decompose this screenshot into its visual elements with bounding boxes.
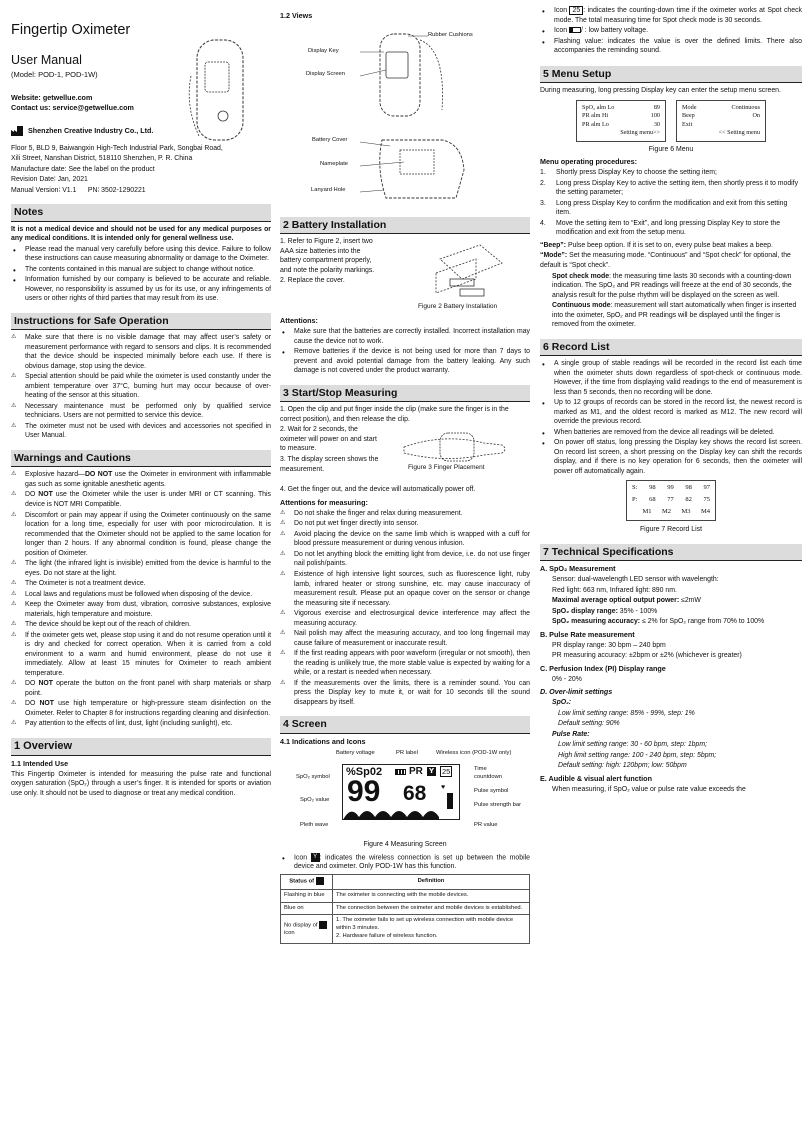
list-item: ⚠ If the measurements over the limits, there is a reminder sound. You can press the Display key to mute it, or wait for 10 seconds till the sound disappears by itself. <box>280 679 530 708</box>
pr-limit-high: High limit setting range: 100 - 240 bpm, step: 5bpm; <box>558 751 717 759</box>
list-item: ⚠ DO NOT operate the button on the front panel with sharp materials or sharp point. <box>11 679 271 698</box>
spec-sensor: Sensor: dual-wavelength LED sensor with wavelength: <box>552 576 719 584</box>
warnings-list <box>11 470 271 728</box>
countdown-icon: 25 <box>569 6 583 15</box>
spec-spo2-accuracy: SpO₂ measuring accuracy: ≤ 2% for SpO₂ range from 70% to 100% <box>552 618 765 626</box>
revision-date: Revision Date∶ Jan, 2021 <box>11 176 88 184</box>
spo2-limit-range: Low limit setting range: 85% - 99%, step: 1% <box>558 709 695 717</box>
menu-intro: During measuring, long pressing Display key can enter the setup menu screen. <box>540 87 781 95</box>
list-item: 4. Move the setting item to “Exit”, and long pressing Display Key to store the modification and exit from the setup menu. <box>540 219 781 237</box>
list-item: 1. Shortly press Display Key to choose the setting item; <box>540 169 717 177</box>
notes-list <box>11 245 271 304</box>
list-item: ⚠ The light (the infrared light is invisible) emitted from the device is harmful to the eyes. Do not stare at the light. <box>11 559 271 578</box>
list-item: • Remove batteries if the device is not being used for more than 7 days to prevent and avoid potential damage from the battery leaking. Any such damage is not covered under the product warranty. <box>280 347 530 376</box>
list-item: ⚠ Pay attention to the effects of lint, dust, light (including sunlight), etc. <box>11 719 271 729</box>
wireless-icon <box>319 921 327 929</box>
table-header: Definition <box>333 875 530 890</box>
list-item: • Up to 12 groups of records can be stored in the record list, the newest record is marked as M1, and the oldest record is marked as M12. The new record will override the previous record. <box>540 398 802 427</box>
intended-use-heading: 1.1 Intended Use <box>11 759 69 769</box>
column-middle <box>280 6 530 1136</box>
list-item: ⚠ Vigorous exercise and electrosurgical device interference may affect the measuring accuracy. <box>280 609 530 628</box>
pr-limit-default: Default setting: high: 120bpm; low: 50bpm <box>558 762 687 770</box>
menu-row: SpO₂ alm Lo 89 <box>582 103 660 111</box>
manufacturer-name: Shenzhen Creative Industry Co., Ltd. <box>28 125 154 135</box>
overview-heading: 1 Overview <box>11 738 271 756</box>
views-heading: 1.2 Views <box>280 11 313 20</box>
pr-measure-heading: B. Pulse Rate measurement <box>540 629 635 639</box>
label-pulse-strength: Pulse strength bar <box>474 801 522 808</box>
record-row-marks: M1 M2 M3 M4 <box>642 508 710 516</box>
wireless-icon: 𝗬 <box>428 767 435 775</box>
list-item: ⚠ The Oximeter is not a treatment device. <box>11 579 271 589</box>
contact-email[interactable]: Contact us: service@getwellue.com <box>11 102 134 112</box>
pr-symbol: PR <box>409 765 423 777</box>
wireless-icon <box>316 877 324 885</box>
spec-spo2-range: SpO₂ display range: 35% - 100% <box>552 607 658 615</box>
list-item: ⚠ Discomfort or pain may appear if using the Oximeter continuously on the same location for a long time, especially for user with poor microcirculation. It is recommended that the Oximeter should not be applied to the same location for longer than 2 hours. If any abnormal condition is found, please change the position of Oximeter. <box>11 511 271 559</box>
list-item: ⚠ Do not let anything block the emitting light from device, i.e. do not use finger nail polish/paints. <box>280 550 530 569</box>
label-display-key: Display Key <box>308 47 339 54</box>
model-line: (Model: POD-1, POD-1W) <box>11 70 98 80</box>
list-item: • Please read the manual very carefully before using this device. Failure to follow these instructions can cause measuring abnormality or damage to the Oximeter. <box>11 245 271 264</box>
list-item: • The contents contained in this manual are subject to change without notice. <box>11 265 271 275</box>
address-line-1: Floor 5, BLD 9, Baiwangxin High-Tech Industrial Park, Songbai Road, <box>11 144 223 152</box>
menu-heading: 5 Menu Setup <box>540 66 802 83</box>
measure-step-3: 3. The display screen shows the measurement. <box>280 456 379 473</box>
list-item: ⚠ Explosive hazard—DO NOT use the Oximeter in environment with inflammable gas such as some ignitable anesthetic agents. <box>11 470 271 489</box>
notes-lead: It is not a medical device and should not be used for any medical purposes or any medical conditions. It is intended only for general wellness use. <box>11 225 271 243</box>
record-list-heading: 6 Record List <box>540 339 802 356</box>
timer-icon: 25 <box>442 766 451 776</box>
spec-wavelength: Red light: 663 nm, Infrared light: 890 nm. <box>552 586 677 594</box>
indications-heading: 4.1 Indications and Icons <box>280 736 366 746</box>
doc-subtitle: User Manual <box>11 53 82 68</box>
part-number: PN∶ 3502-1290221 <box>87 186 146 194</box>
measure-step-1: 1. Open the clip and put finger inside the clip (make sure the finger is in the correct position), and then release the clip. <box>280 406 509 423</box>
record-list-screen <box>626 480 716 521</box>
table-row <box>281 889 530 902</box>
list-item: ⚠ Local laws and regulations must be followed when disposing of the device. <box>11 590 271 600</box>
list-item: ⚠ Special attention should be paid while the oximeter is used constantly under the ambient temperature over 37°C, burning hurt may occur because of over-heating of the sensor at this situation. <box>11 372 271 401</box>
figure-2-caption: Figure 2 Battery Installation <box>418 303 498 311</box>
label-wireless: Wireless icon (POD-1W only) <box>436 749 512 756</box>
spo2-symbol: %Sp02 <box>346 765 383 778</box>
list-item: 3. Long press Display Key to confirm the modification and exit from this setting item. <box>540 199 788 217</box>
battery-steps <box>280 237 380 286</box>
record-row-pr: P: 68 77 82 75 <box>632 496 710 504</box>
measuring-heading: 3 Start/Stop Measuring <box>280 385 530 402</box>
battery-attention-list <box>280 327 530 376</box>
measuring-screen-figure <box>280 750 530 850</box>
alert-text: When measuring, if SpO₂ value or pulse rate value exceeds the <box>552 785 746 793</box>
label-spo2-value: SpO₂ value <box>300 796 330 803</box>
spo2-limit-default: Default setting: 90% <box>558 720 620 728</box>
battery-attentions: Attentions: <box>280 316 318 326</box>
label-pr: PR label <box>396 749 418 756</box>
device-sketch-cover <box>183 36 255 146</box>
label-pulse-symbol: Pulse symbol <box>474 787 509 794</box>
menu-screens <box>540 100 802 142</box>
label-spo2-symbol: SpO₂ symbol <box>296 773 330 780</box>
battery-icon <box>395 769 406 775</box>
beep-desc: “Beep”: Pulse beep option. If it is set to on, every pulse beat makes a beep. <box>540 241 773 249</box>
list-item: ⚠ DO NOT use the Oximeter while the user is under MRI or CT scanning. This device is NOT MRI Compatible. <box>11 490 271 509</box>
label-time-countdown: Time countdown <box>474 765 503 780</box>
spec-pr-range: PR display range: 30 bpm – 240 bpm <box>552 641 666 649</box>
wireless-icon: Y <box>311 853 320 862</box>
menu-row: PR alm Lo 30 <box>582 120 660 128</box>
label-battery-voltage: Battery voltage <box>336 749 375 756</box>
list-item: • Icon / : low battery voltage. <box>540 26 802 36</box>
list-item: ⚠ Avoid placing the device on the same limb which is wrapped with a cuff for blood pressure measurement or during venous infusion. <box>280 530 530 549</box>
icon-list <box>540 6 802 56</box>
list-item: ⚠ Nail polish may affect the measuring accuracy, and too long fingernail may cause failure of measurement or inaccurate result. <box>280 629 530 648</box>
list-item: ⚠ Do not shake the finger and relax during measurement. <box>280 509 530 519</box>
battery-step-1: 1. Refer to Figure 2, insert two AAA size batteries into the battery compartment properly, and note the polarity markings. <box>280 238 375 274</box>
record-list <box>540 359 802 476</box>
spo2-limit-label: SpO₂: <box>552 699 572 707</box>
battery-block <box>280 237 530 313</box>
table-row <box>281 875 530 890</box>
spec-pr-accuracy: PR measuring accuracy: ±2bpm or ±2% (whichever is greater) <box>552 652 742 660</box>
table-cell: The oximeter is connecting with the mobile devices. <box>333 889 530 902</box>
measuring-attention-list <box>280 509 530 707</box>
table-cell: No display of icon <box>281 915 333 944</box>
over-limit-heading: D. Over-limit settings <box>540 687 613 697</box>
heart-icon: ♥ <box>441 783 446 791</box>
manufacturer-icon <box>11 126 23 136</box>
label-battery-cover: Battery Cover <box>312 136 348 143</box>
label-rubber-cushions: Rubber Cushions <box>428 31 473 38</box>
figure-7-caption: Figure 7 Record List <box>639 526 703 534</box>
low-battery-icon <box>569 27 581 33</box>
column-left <box>11 6 271 1136</box>
notes-heading: Notes <box>11 204 271 221</box>
warnings-heading: Warnings and Cautions <box>11 450 271 467</box>
battery-heading: 2 Battery Installation <box>280 217 530 234</box>
label-pleth-wave: Pleth wave <box>300 821 329 828</box>
list-item: • Icon Y : indicates the wireless connection is set up between the mobile device and oximeter. Only POD-1W has this function. <box>280 853 530 872</box>
oled-display <box>342 764 460 820</box>
list-item: • On power off status, long pressing the Display key shows the record list screen. On record list screen, a short pressing on the Display key can shift the records display, and if there is no key operation for 6 seconds, then the oximeter will power off automatically again. <box>540 438 802 476</box>
list-item: ⚠ If the first reading appears with poor waveform (irregular or not smooth), then the reading is unlikely true, the more stable value is expected by waiting for a while, or a restart is needed when necessary. <box>280 649 530 678</box>
table-header: Status of <box>281 875 333 890</box>
menu-row: Setting menu>> <box>620 129 660 137</box>
list-item: ⚠ Necessary maintenance must be performed only by qualified service technicians. Users are not permitted to service this device. <box>11 402 271 421</box>
list-item: • Flashing value: indicates the value is over the defined limits. There also accompanies the reminding sound. <box>540 37 802 56</box>
views-figure <box>280 24 530 214</box>
list-item: ⚠ Do not put wet finger directly into sensor. <box>280 519 530 529</box>
alert-heading: E. Audible & visual alert function <box>540 773 652 783</box>
measure-steps-block <box>280 425 530 485</box>
list-item: ⚠ Make sure that there is no visible damage that may affect user’s safety or measurement performance with regard to sensors and clips. It is recommended that the device should be inspected minimally before each use. If there is obvious damage, stop using the device. <box>11 333 271 371</box>
pr-limit-low: Low limit setting range: 30 - 60 bpm, step: 1bpm; <box>558 741 707 749</box>
wireless-status-table <box>280 874 530 944</box>
website[interactable]: Website: getwellue.com <box>11 92 93 102</box>
list-item: • Icon 25 : indicates the counting-down time if the oximeter works at Spot check mode. The total measuring time for Spot check mode is 30 seconds. <box>540 6 802 25</box>
spo2-value: 99 <box>347 774 381 808</box>
address-line-2: Xili Street, Nanshan District, 518110 Shenzhen, P. R. China <box>11 155 193 163</box>
list-item: ⚠ The device should be kept out of the reach of children. <box>11 620 271 630</box>
record-row-spo2: S: 98 99 98 97 <box>632 484 710 492</box>
screen-heading: 4 Screen <box>280 716 530 733</box>
battery-step-2: 2. Replace the cover. <box>280 277 345 285</box>
finger-placement-drawing <box>400 429 510 465</box>
menu-row: Exit <box>682 120 693 128</box>
safe-operation-list <box>11 333 271 441</box>
menu-row: PR alm Hi 100 <box>582 112 660 120</box>
table-cell: 1. The oximeter fails to set up wireless connection with mobile device within 3 minutes. 2. Hardware failure of wireless function. <box>333 915 530 944</box>
menu-row: << Setting menu <box>718 129 760 137</box>
list-item: • When batteries are removed from the device all readings will be deleted. <box>540 428 802 438</box>
menu-row: Mode Continuous <box>682 103 760 111</box>
label-nameplate: Nameplate <box>320 160 349 167</box>
list-item: ⚠ Existence of high intensive light sources, such as fluorescence light, ruby lamb, infrared heater or strong sunshine, etc. may cause inaccuracy of measurement result. Please put an opaque cover on the sensor or change the measuring site if necessary. <box>280 570 530 608</box>
manual-version: Manual Version∶ V1.1 <box>11 186 77 194</box>
menu-steps <box>540 168 802 238</box>
intended-use-text: This Fingertip Oximeter is intended for measuring the pulse rate and functional oxygen saturation (SpO₂) through a user’s finger. It is intended for sports or aviation use only. It should not be used to diagnose or treat any medical condition. <box>11 770 271 797</box>
pi-heading: C. Perfusion Index (PI) Display range <box>540 663 666 673</box>
list-item: ⚠ If the oximeter gets wet, please stop using it and do not resume operation until it is dry and checked for correct operation. When it is carried from a cold environment to a warm and humid environment, please do not use it immediately. Allow at least 15 minutes for Oximeter to reach ambient temperature. <box>11 631 271 679</box>
label-lanyard-hole: Lanyard Hole <box>311 186 346 193</box>
label-display-screen: Display Screen <box>306 70 345 77</box>
table-row <box>281 902 530 915</box>
column-right <box>540 6 802 1136</box>
battery-install-drawing <box>430 239 510 301</box>
mode-desc: “Mode”: Set the measuring mode. “Continuous” and “Spot check” for optional, the default is “Spot check”. <box>540 252 791 269</box>
spot-check-desc: Spot check mode: the measuring time lasts 30 seconds with a counting-down indication. The SpO₂ and PR readings will freeze at the end of 30 seconds, the analysis result for the pulse rhythm will be displayed on the screen as well. <box>552 272 792 299</box>
pleth-wave <box>343 807 461 820</box>
table-row <box>281 915 530 944</box>
menu-screen-1 <box>576 100 666 142</box>
safe-operation-heading: Instructions for Safe Operation <box>11 313 271 330</box>
measuring-attentions: Attentions for measuring: <box>280 497 368 507</box>
list-item: • Make sure that the batteries are correctly installed. Incorrect installation may cause the device not to work. <box>280 327 530 346</box>
list-item: • A single group of stable readings will be recorded in the record list each time when the oximeter shuts down regardless of spot-check or continuous mode. However, if the time from displaying valid readings to the end of measurement is less than 5 seconds, then no recording will be done. <box>540 359 802 397</box>
label-pr-value: PR value <box>474 821 498 828</box>
figure-6-caption: Figure 6 Menu <box>648 145 694 153</box>
spec-pi-range: 0% - 20% <box>552 675 582 683</box>
continuous-desc: Continuous mode: measurement will start automatically when finger is inserted into the oximeter, SpO₂ and PR readings will be displayed until the finger is removed from the oximeter. <box>552 302 797 329</box>
device-views-drawing <box>360 30 510 210</box>
menu-screen-2 <box>676 100 766 142</box>
table-cell: Blue on <box>281 902 333 915</box>
spec-max-power: Maximal average optical output power: ≤2mW <box>552 597 701 605</box>
spo2-measure-heading: A. SpO₂ Measurement <box>540 564 616 574</box>
pr-value: 68 <box>403 781 427 805</box>
table-cell: The connection between the oximeter and mobile devices is established. <box>333 902 530 915</box>
manufacture-date: Manufacture date: See the label on the product <box>11 165 155 173</box>
list-item: ⚠ The oximeter must not be used with devices and accessories not specified in User Manual. <box>11 422 271 441</box>
tech-spec-heading: 7 Technical Specifications <box>540 544 802 561</box>
figure-3-caption: Figure 3 Finger Placement <box>408 464 485 472</box>
list-item: ⚠ DO NOT use high temperature or high-pressure steam disinfection on the Oximeter. Refer to Chapter 8 for instructions regarding cleaning and disinfection. <box>11 699 271 718</box>
menu-procedures-heading: Menu operating procedures: <box>540 157 638 167</box>
wireless-icon-list <box>280 853 530 872</box>
list-item: ⚠ Keep the Oximeter away from dust, vibration, corrosive substances, explosive materials, high temperature and moisture. <box>11 600 271 619</box>
doc-title: Fingertip Oximeter <box>11 22 131 38</box>
figure-4-caption: Figure 4 Measuring Screen <box>363 840 447 848</box>
menu-row: Beep On <box>682 112 760 120</box>
list-item: • Information furnished by our company is believed to be accurate and reliable. However, no responsibility is assumed by us for its use, or any infringements of users or other rights of third parties that may result from its use. <box>11 275 271 304</box>
list-item: 2. Long press Display Key to active the setting item, then shortly press it to modify the setting parameter; <box>540 179 799 197</box>
pr-limit-label: Pulse Rate: <box>552 730 590 738</box>
version-row <box>11 186 271 196</box>
measure-step-4: 4. Get the finger out, and the device will automatically power off. <box>280 486 476 494</box>
table-cell: Flashing in blue <box>281 889 333 902</box>
measure-step-2: 2. Wait for 2 seconds, the oximeter will power on and start to measure. <box>280 426 377 453</box>
